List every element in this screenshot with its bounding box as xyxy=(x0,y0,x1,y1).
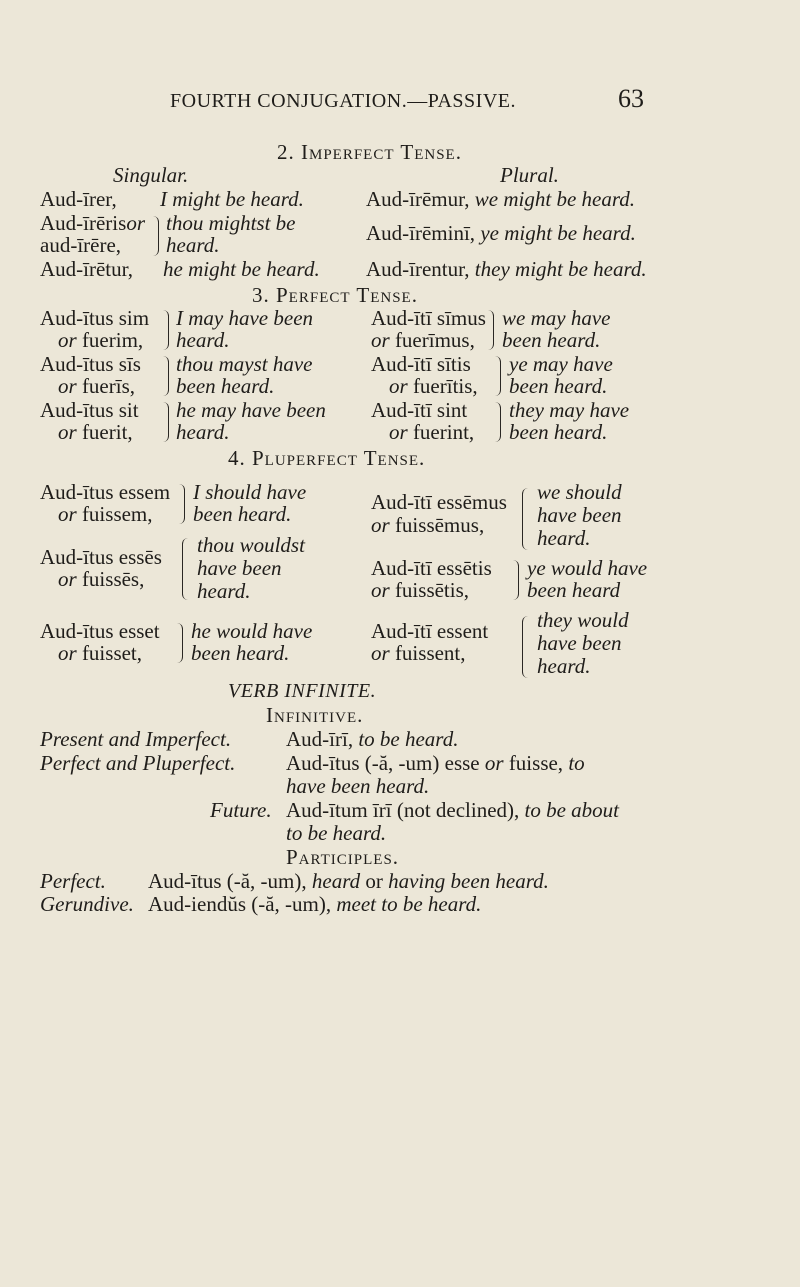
pluperfect-s3-trans-a: he would have xyxy=(191,619,313,643)
pluperfect-s2-alt: fuissēs, xyxy=(81,567,145,591)
perfect-p3-trans-b: been heard. xyxy=(509,420,608,444)
imperfect-p2-trans: ye might be heard. xyxy=(480,221,636,245)
perfect-p2-form: Aud-ītī sītis xyxy=(371,352,471,376)
imperfect-s2-form-b: aud-īrēre, xyxy=(40,233,122,257)
perfect-p1-form: Aud-ītī sīmus xyxy=(371,306,486,330)
brace xyxy=(162,310,169,350)
imperfect-s1-form: Aud-īrer, xyxy=(40,187,117,211)
infinitive-heading: Infinitive. xyxy=(266,703,364,727)
pluperfect-p2-form: Aud-ītī essētis xyxy=(371,556,492,580)
pluperfect-p3-trans-b: have been xyxy=(537,631,622,655)
pluperfect-s3-form: Aud-ītus esset xyxy=(40,619,160,643)
infinitive-perfect-trans-b: have been heard. xyxy=(286,774,430,798)
perfect-s2-alt: fuerīs, xyxy=(81,374,136,398)
imperfect-p3-form: Aud-īrentur, xyxy=(366,257,470,281)
pluperfect-p1-trans-b: have been xyxy=(537,503,622,527)
pluperfect-p2-alt: fuissētis, xyxy=(394,578,470,602)
imperfect-p2-form: Aud-īrēminī, xyxy=(366,221,476,245)
perfect-p2-trans-b: been heard. xyxy=(509,374,608,398)
or-text: or xyxy=(371,513,390,537)
singular-label: Singular. xyxy=(113,163,189,187)
pluperfect-s3-trans-b: been heard. xyxy=(191,641,290,665)
or-text: or xyxy=(389,374,408,398)
participle-perfect-trans-b: having been heard. xyxy=(388,869,549,893)
imperfect-p3-trans: they might be heard. xyxy=(474,257,647,281)
pluperfect-s3-alt: fuisset, xyxy=(81,641,143,665)
pluperfect-heading: 4. Pluperfect Tense. xyxy=(228,446,426,470)
imperfect-s2-trans-b: heard. xyxy=(166,233,220,257)
future-label: Future. xyxy=(210,798,272,822)
brace xyxy=(162,402,169,442)
or-text: or xyxy=(389,420,408,444)
perfect-s2-trans-a: thou mayst have xyxy=(176,352,313,376)
pluperfect-s2-trans-a: thou wouldst xyxy=(197,533,305,557)
pluperfect-p3-trans-c: heard. xyxy=(537,654,591,678)
verb-infinite-heading: VERB INFINITE. xyxy=(228,680,377,702)
infinitive-perfect-trans-a: to xyxy=(568,751,585,775)
or-text: or xyxy=(58,567,77,591)
brace xyxy=(522,616,529,678)
perfect-s2-form: Aud-ītus sīs xyxy=(40,352,141,376)
future-form: Aud-ītum īrī (not declined), xyxy=(286,798,520,822)
or-text: or xyxy=(58,502,77,526)
pluperfect-p3-form: Aud-ītī essent xyxy=(371,619,489,643)
pluperfect-s1-trans-a: I should have xyxy=(193,480,307,504)
imperfect-s2-trans-a: thou mightst be xyxy=(166,211,296,235)
or-text: or xyxy=(58,328,77,352)
running-header: FOURTH CONJUGATION.—PASSIVE. xyxy=(170,90,516,112)
brace xyxy=(182,538,189,600)
brace xyxy=(487,310,494,350)
pluperfect-p1-trans-c: heard. xyxy=(537,526,591,550)
or-text: or xyxy=(371,328,390,352)
perfect-p3-alt: fuerint, xyxy=(412,420,475,444)
perfect-s1-alt: fuerim, xyxy=(81,328,144,352)
brace xyxy=(512,560,519,600)
present-label: Present and Imperfect. xyxy=(40,727,232,751)
imperfect-s3-form: Aud-īrētur, xyxy=(40,257,134,281)
brace xyxy=(522,488,529,550)
brace xyxy=(178,484,185,524)
infinitive-perfect-form: Aud-ītus (-ă, -um) esse xyxy=(286,751,480,775)
future-trans-b: to be heard. xyxy=(286,821,387,845)
pluperfect-p3-trans-a: they would xyxy=(537,608,629,632)
imperfect-s2-form-a: Aud-īrēris xyxy=(40,211,127,235)
pluperfect-s1-alt: fuissem, xyxy=(81,502,153,526)
page-number: 63 xyxy=(618,84,644,113)
or-text: or xyxy=(371,578,390,602)
participle-perfect-trans-a: heard xyxy=(311,869,361,893)
perfect-p3-form: Aud-ītī sint xyxy=(371,398,468,422)
brace xyxy=(494,402,501,442)
gerundive-trans: meet to be heard. xyxy=(336,892,482,916)
pluperfect-s2-form: Aud-ītus essēs xyxy=(40,545,162,569)
participle-perfect-form: Aud-ītus (-ă, -um), xyxy=(148,869,307,893)
brace xyxy=(152,216,159,256)
or-text: or xyxy=(126,211,145,235)
pluperfect-p2-trans-a: ye would have xyxy=(527,556,648,580)
or-text: or xyxy=(365,869,383,893)
perfect-s1-form: Aud-ītus sim xyxy=(40,306,150,330)
or-text: or xyxy=(58,641,77,665)
perfect-heading: 3. Perfect Tense. xyxy=(252,283,418,307)
pluperfect-p1-alt: fuissēmus, xyxy=(394,513,485,537)
perfect-p3-trans-a: they may have xyxy=(509,398,630,422)
pluperfect-s2-trans-b: have been xyxy=(197,556,282,580)
perfect-s3-trans-b: heard. xyxy=(176,420,230,444)
imperfect-s3-trans: he might be heard. xyxy=(163,257,320,281)
perfect-p2-trans-a: ye may have xyxy=(509,352,613,376)
plural-label: Plural. xyxy=(500,163,559,187)
perfect-s3-alt: fuerit, xyxy=(81,420,133,444)
brace xyxy=(494,356,501,396)
pluperfect-p1-form: Aud-ītī essēmus xyxy=(371,490,507,514)
gerundive-label: Gerundive. xyxy=(40,892,134,916)
present-form: Aud-īrī, xyxy=(286,727,354,751)
or-text: or xyxy=(58,374,77,398)
participle-perfect-label: Perfect. xyxy=(40,869,106,893)
pluperfect-p2-trans-b: been heard xyxy=(527,578,621,602)
perfect-s2-trans-b: been heard. xyxy=(176,374,275,398)
gerundive-form: Aud-iendŭs (-ă, -um), xyxy=(148,892,332,916)
perfect-label: Perfect and Pluperfect. xyxy=(40,751,236,775)
pluperfect-s1-trans-b: been heard. xyxy=(193,502,292,526)
pluperfect-s2-trans-c: heard. xyxy=(197,579,251,603)
perfect-s3-trans-a: he may have been xyxy=(176,398,326,422)
or-text: or xyxy=(371,641,390,665)
perfect-p1-trans-b: been heard. xyxy=(502,328,601,352)
perfect-s1-trans-b: heard. xyxy=(176,328,230,352)
pluperfect-s1-form: Aud-ītus essem xyxy=(40,480,171,504)
future-trans-a: to be about xyxy=(524,798,620,822)
participles-heading: Participles. xyxy=(286,845,400,869)
present-trans: to be heard. xyxy=(358,727,459,751)
imperfect-heading: 2. Imperfect Tense. xyxy=(277,140,462,164)
imperfect-p1-trans: we might be heard. xyxy=(474,187,635,211)
perfect-s3-form: Aud-ītus sit xyxy=(40,398,139,422)
or-text: or xyxy=(58,420,77,444)
perfect-p2-alt: fuerītis, xyxy=(412,374,478,398)
perfect-p1-trans-a: we may have xyxy=(502,306,611,330)
brace xyxy=(162,356,169,396)
or-text: or xyxy=(484,751,504,775)
pluperfect-p1-trans-a: we should xyxy=(537,480,622,504)
imperfect-s1-trans: I might be heard. xyxy=(160,187,304,211)
infinitive-perfect-alt: fuisse, xyxy=(508,751,564,775)
brace xyxy=(176,623,183,663)
perfect-p1-alt: fuerīmus, xyxy=(394,328,475,352)
perfect-s1-trans-a: I may have been xyxy=(176,306,314,330)
pluperfect-p3-alt: fuissent, xyxy=(394,641,466,665)
imperfect-p1-form: Aud-īrēmur, xyxy=(366,187,470,211)
